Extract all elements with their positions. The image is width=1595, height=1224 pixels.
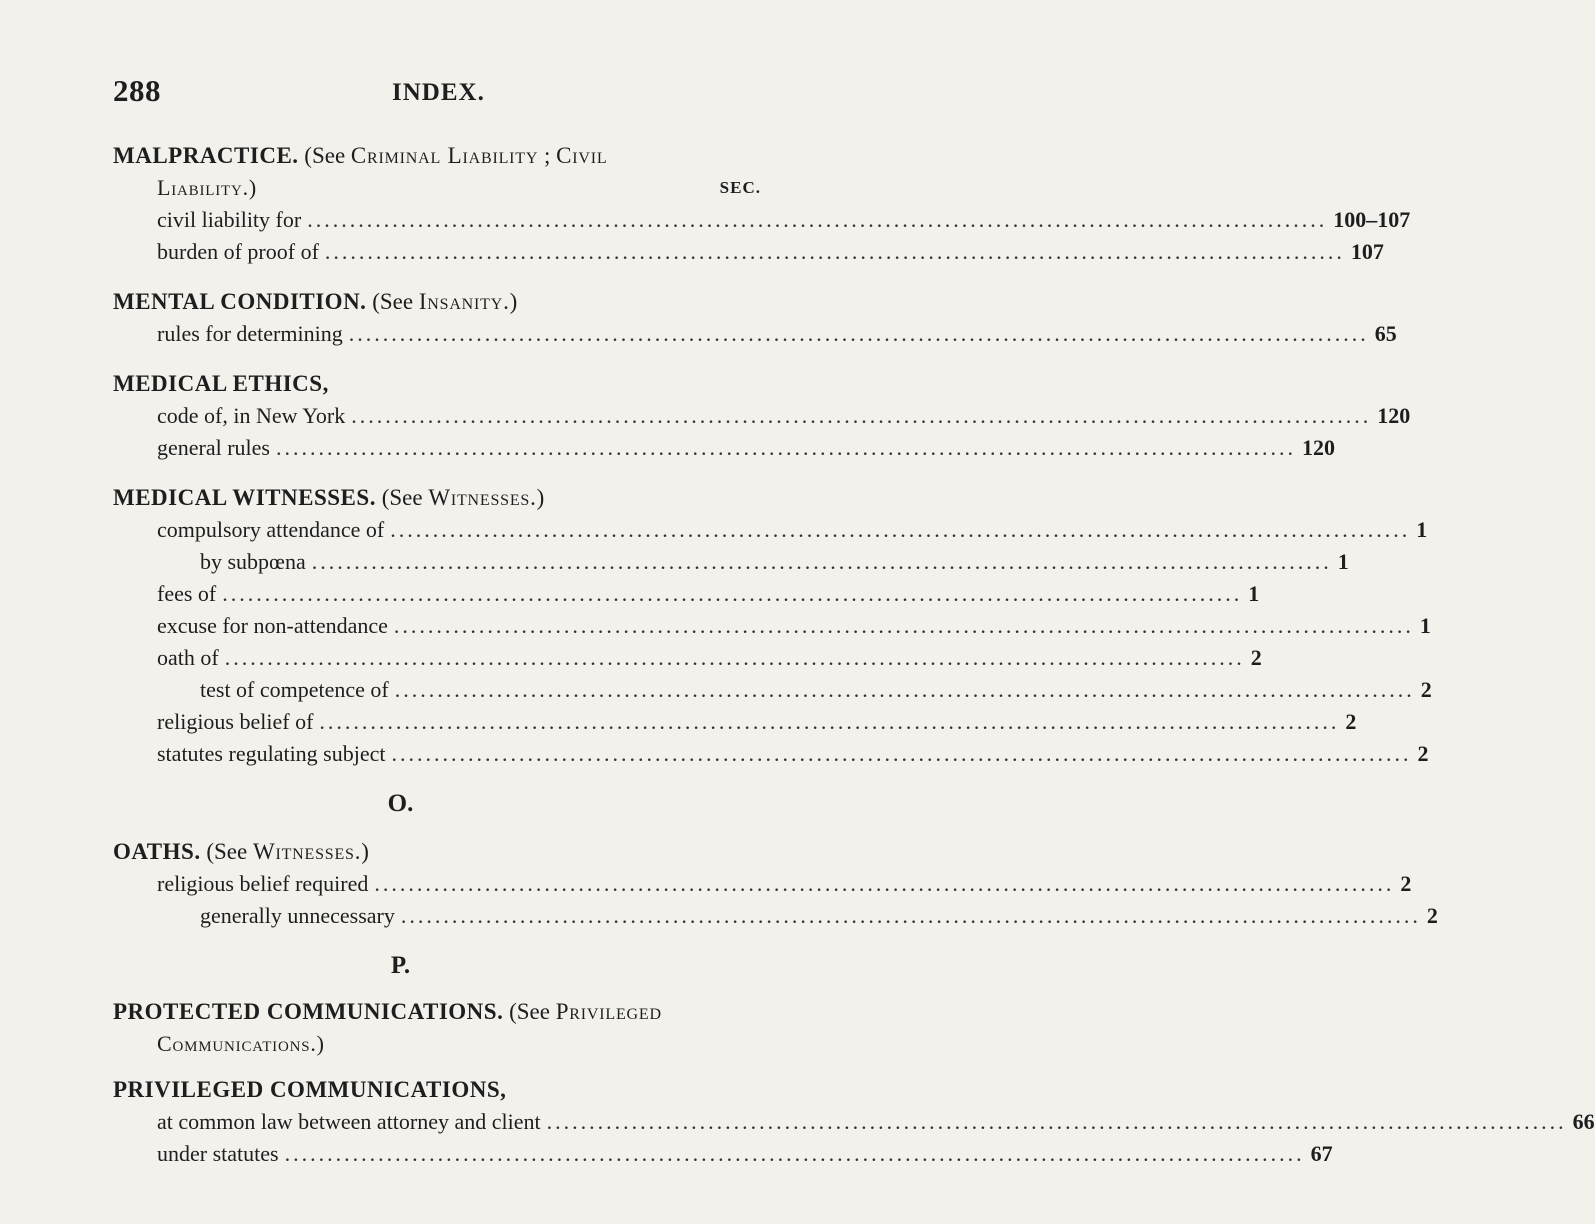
leader-dots: ........................................................................................................................	[400, 903, 1421, 928]
heading-protected-communications	[0, 996, 801, 1028]
leader-dots: ........................................................................................................................	[393, 613, 1414, 638]
heading-text: PROTECTED COMMUNICATIONS.	[113, 999, 504, 1024]
leader-dots: ........................................................................................................................	[390, 517, 1411, 542]
index-entry	[0, 868, 1412, 900]
page-title: INDEX.	[392, 79, 485, 106]
entry-text: compulsory attendance of	[157, 517, 385, 542]
entry-text: general rules	[157, 435, 270, 460]
entry-page: 2	[1345, 709, 1357, 734]
entry-text: excuse for non-attendance	[157, 613, 388, 638]
section-letter-p: P.	[390, 952, 411, 979]
entry-text: religious belief required	[157, 871, 369, 896]
entry-page: 2	[1400, 871, 1412, 896]
heading-medical-witnesses	[0, 482, 801, 514]
entry-text: religious belief of	[157, 709, 314, 734]
entry-page: 120	[1377, 403, 1411, 428]
cross-reference: Witnesses.)	[252, 839, 370, 864]
cross-reference: Witnesses.)	[428, 485, 546, 510]
leader-dots: ........................................................................................................................	[394, 677, 1415, 702]
heading-continuation	[0, 1028, 801, 1060]
index-entry	[0, 400, 1411, 432]
cross-reference: Communications.)	[157, 1031, 325, 1056]
index-entry	[0, 546, 1349, 578]
index-entry	[0, 706, 1357, 738]
entry-text: rules for determining	[157, 321, 343, 346]
entry-page: 1	[1419, 613, 1431, 638]
index-entry	[0, 1106, 1595, 1138]
index-entry	[0, 642, 1262, 674]
cross-reference: Privileged	[555, 999, 662, 1024]
index-entry	[0, 738, 1429, 770]
see-text: (See	[206, 839, 248, 864]
entry-page: 2	[1420, 677, 1432, 702]
entry-text: fees of	[157, 581, 217, 606]
leader-dots: ........................................................................................................................	[351, 403, 1372, 428]
heading-continuation	[0, 172, 801, 204]
entry-text: at common law between attorney and client	[157, 1109, 541, 1134]
sec-label: SEC.	[719, 178, 761, 197]
entry-page: 2	[1426, 903, 1438, 928]
heading-text: MEDICAL ETHICS,	[113, 371, 329, 396]
leader-dots: ........................................................................................................................	[391, 741, 1412, 766]
entry-page: 65	[1374, 321, 1397, 346]
entry-text: test of competence of	[200, 677, 389, 702]
leader-dots: ........................................................................................................................	[284, 1141, 1305, 1166]
page-number: 288	[113, 73, 161, 108]
separator: ;	[543, 143, 551, 168]
index-entry	[0, 514, 1428, 546]
heading-text: MALPRACTICE.	[113, 143, 299, 168]
entry-page: 2	[1250, 645, 1262, 670]
entry-page: 67	[1310, 1141, 1333, 1166]
index-entry	[0, 1138, 1333, 1170]
cross-reference: Insanity.)	[418, 289, 519, 314]
entry-page: 120	[1302, 435, 1335, 460]
heading-privileged-communications	[0, 1074, 801, 1106]
index-entry	[0, 236, 1384, 268]
see-text: (See	[304, 143, 346, 168]
index-entry	[0, 900, 1438, 932]
index-entry	[0, 318, 1397, 350]
leader-dots: ........................................................................................................................	[546, 1109, 1567, 1134]
leader-dots: ........................................................................................................................	[319, 709, 1340, 734]
entry-page: 66	[1572, 1109, 1595, 1134]
entry-page: 2	[1417, 741, 1429, 766]
heading-medical-ethics	[0, 368, 801, 400]
entry-text: by subpœna	[200, 549, 306, 574]
heading-text: MENTAL CONDITION.	[113, 289, 367, 314]
cross-reference: Liability.)	[157, 175, 258, 200]
entry-text: civil liability for	[157, 207, 302, 232]
cross-reference: Criminal Liability	[350, 143, 539, 168]
entry-text: code of, in New York	[157, 403, 346, 428]
heading-mental-condition	[0, 286, 801, 318]
entry-page: 1	[1337, 549, 1349, 574]
entry-text: burden of proof of	[157, 239, 319, 264]
entry-text: generally unnecessary	[200, 903, 395, 928]
entry-page: 1	[1248, 581, 1260, 606]
leader-dots: ........................................................................................................................	[324, 239, 1345, 264]
section-letter-o: O.	[387, 790, 414, 817]
index-entry	[0, 674, 1432, 706]
entry-page: 100–107	[1333, 207, 1411, 232]
index-entry	[0, 578, 1260, 610]
index-entry	[0, 204, 1411, 236]
entry-text: under statutes	[157, 1141, 279, 1166]
entry-page: 1	[1416, 517, 1428, 542]
cross-reference: Civil	[556, 143, 608, 168]
heading-malpractice	[0, 140, 801, 172]
leader-dots: ........................................................................................................................	[374, 871, 1395, 896]
entry-text: statutes regulating subject	[157, 741, 386, 766]
heading-oaths	[0, 836, 801, 868]
leader-dots: ........................................................................................................................	[311, 549, 1332, 574]
index-entry	[0, 432, 1335, 464]
entry-page: 107	[1350, 239, 1384, 264]
leader-dots: ........................................................................................................................	[222, 581, 1243, 606]
entry-text: oath of	[157, 645, 219, 670]
see-text: (See	[509, 999, 550, 1024]
see-text: (See	[381, 485, 423, 510]
heading-text: PRIVILEGED COMMUNICATIONS,	[113, 1077, 507, 1102]
leader-dots: ........................................................................................................................	[224, 645, 1245, 670]
leader-dots: ........................................................................................................................	[348, 321, 1369, 346]
index-entry	[0, 610, 1431, 642]
heading-text: MEDICAL WITNESSES.	[113, 485, 376, 510]
see-text: (See	[372, 289, 414, 314]
leader-dots: ........................................................................................................................	[307, 207, 1328, 232]
heading-text: OATHS.	[113, 839, 201, 864]
leader-dots: ........................................................................................................................	[276, 435, 1296, 460]
